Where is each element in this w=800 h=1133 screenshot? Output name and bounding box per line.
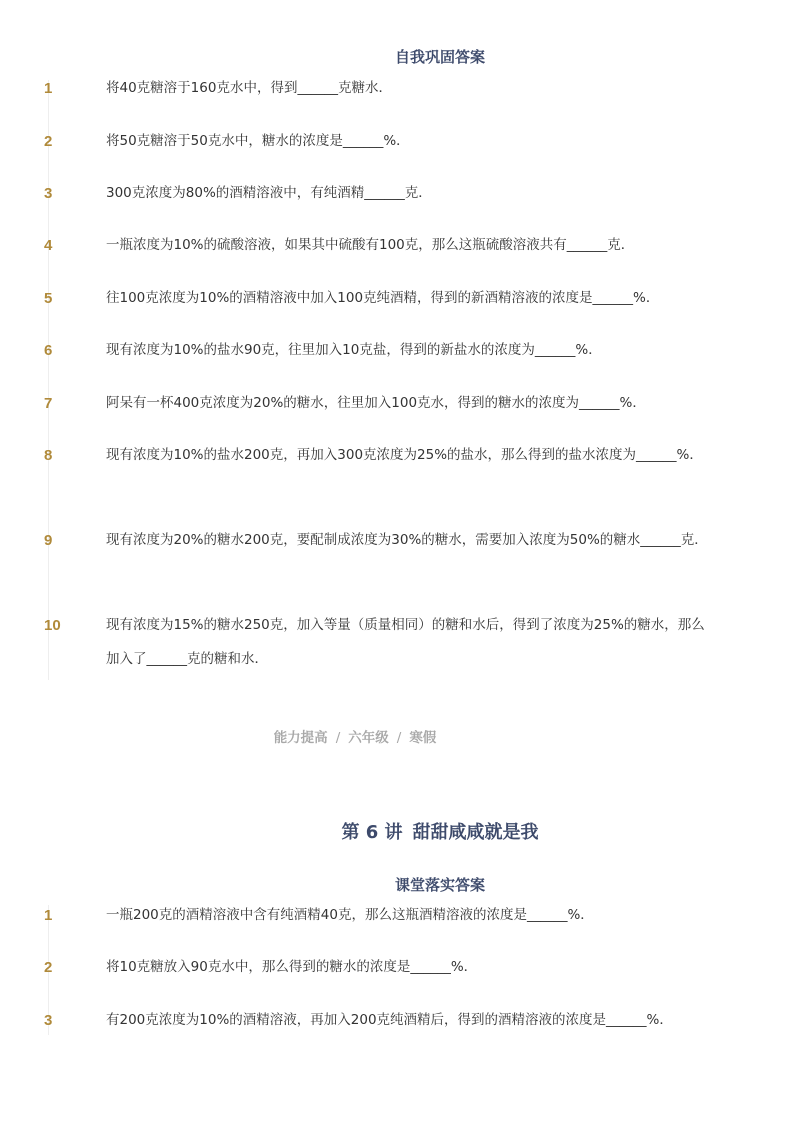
footer-separator: / [335,730,341,746]
margin-rule-top [48,80,49,680]
question-number: 6 [44,342,53,359]
question-number: 9 [44,532,53,549]
footer-part: 寒假 [409,730,437,746]
question-number: 7 [44,395,53,412]
question-text: 现有浓度为20%的糖水200克，要配制成浓度为30%的糖水，需要加入浓度为50%的糖水______克． [106,532,708,548]
question-text: 现有浓度为15%的糖水250克，加入等量（质量相同）的糖和水后，得到了浓度为25%的糖水，那么加入了______克的糖和水． [106,617,705,667]
question-text: 往100克浓度为10%的酒精溶液中加入100克纯酒精，得到的新酒精溶液的浓度是______%． [106,290,660,306]
section-title-self-review: 自我巩固答案 [394,48,485,66]
question-number: 4 [44,237,53,254]
footer-part: 六年级 [348,730,389,746]
lecture-name: 甜甜咸咸就是我 [412,822,539,843]
question-number: 5 [44,290,53,307]
footer-part: 能力提高 [273,730,328,746]
lecture-title [0,818,800,844]
question-text: 一瓶200克的酒精溶液中含有纯酒精40克，那么这瓶酒精溶液的浓度是______%． [106,907,594,923]
question-number: 1 [44,80,53,97]
question-text: 阿呆有一杯400克浓度为20%的糖水，往里加入100克水，得到的糖水的浓度为______%． [106,395,646,411]
question-text: 300克浓度为80%的酒精溶液中，有纯酒精______克． [106,185,432,201]
question-text: 现有浓度为10%的盐水90克，往里加入10克盐，得到的新盐水的浓度为______%． [106,342,602,358]
page-footer [0,726,710,746]
question-number: 3 [44,1012,53,1029]
section-title-classroom: 课堂落实答案 [394,876,485,894]
question-number: 3 [44,185,53,202]
footer-separator: / [396,730,402,746]
question-number: 2 [44,133,53,150]
lecture-number: 第 6 讲 [341,822,403,843]
question-number: 8 [44,447,53,464]
question-text: 一瓶浓度为10%的硫酸溶液，如果其中硫酸有100克，那么这瓶硫酸溶液共有______克． [106,237,635,253]
question-text: 将50克糖溶于50克水中，糖水的浓度是______%． [106,133,410,149]
question-number: 2 [44,959,53,976]
question-text: 有200克浓度为10%的酒精溶液，再加入200克纯酒精后，得到的酒精溶液的浓度是______%． [106,1012,673,1028]
question-text: 将40克糖溶于160克水中，得到______克糖水． [106,80,392,96]
question-number: 1 [44,907,53,924]
question-text: 将10克糖放入90克水中，那么得到的糖水的浓度是______%． [106,959,478,975]
question-number: 10 [44,617,61,634]
question-text: 现有浓度为10%的盐水200克，再加入300克浓度为25%的盐水，那么得到的盐水浓度为______%． [106,447,703,463]
